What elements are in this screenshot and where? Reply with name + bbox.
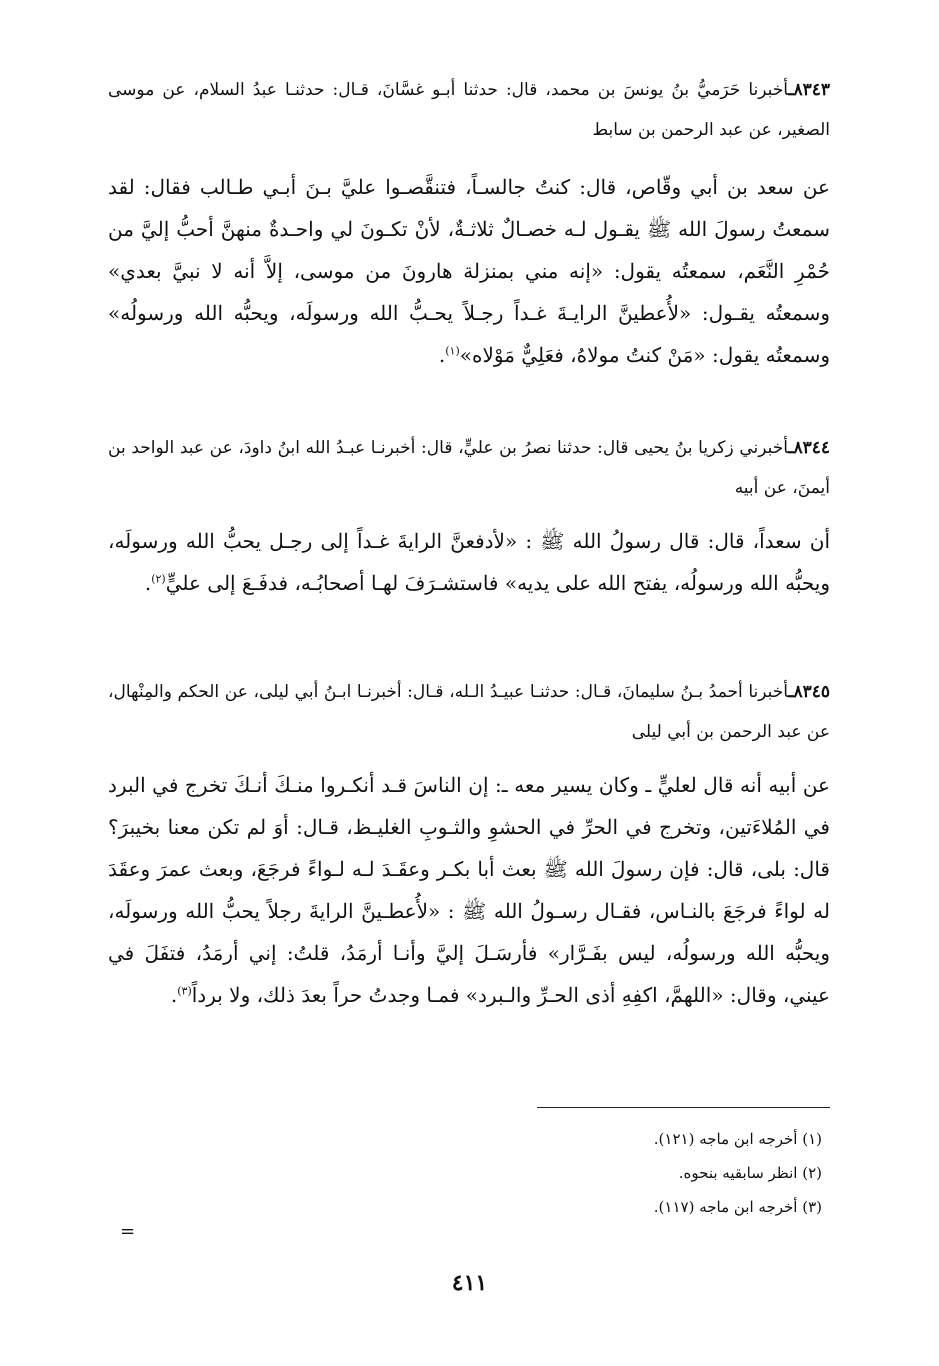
matn-end: . xyxy=(144,571,152,595)
isnad-text: أخبرنا حَرَميُّ بنُ يونسَ بن محمد، قال: حدثنا أبـو غسَّانَ، قـال: حدثنـا عبدُ السلام، عن موسى الصغير، عن عبد الرحمن بن سابط xyxy=(108,80,830,140)
footnote-ref: (٣) xyxy=(177,984,192,998)
matn-text: عن أبيه أنه قال لعليٍّ ـ وكان يسير معه ـ: إن الناسَ قـد أنكـروا منـكَ أنـكَ تخرج في البرد في المُلاءَتين، وتخرج في الحرِّ في الحشوِ والثـوبِ الغليـظ، قـال: أوَ لم تكن معنا بخيبرَ؟ قال: بلى، قال: فإن رسولَ الله ﷺ بعث أبا بكـر وعقَـدَ لـه لـواءً فرجَعَ، وبعث عمرَ وعقَدَ له لواءً فرجَعَ بالنـاس، فقـال رسـولُ الله ﷺ : «لأُعطـينَّ الرايةَ رجلاً يحبُّ الله ورسولَه، ويحبُّه الله ورسولُه، ليس بفَـرَّار» فأرسَـلَ إليَّ وأنـا أرمَدُ، قلتُ: إني أرمَدُ، فتفَلَ في عيني، وقال: «اللهمَّ، اكفِهِ أذى الحـرِّ والـبرد» فمـا وجدتُ حراً بعدَ ذلك، ولا برداً xyxy=(108,773,830,1007)
hadith-number: ٨٣٤٥ـ xyxy=(788,682,830,702)
matn-end: . xyxy=(438,343,446,367)
hadith-number: ٨٣٤٤ـ xyxy=(788,438,830,458)
hadith-8344-isnad xyxy=(108,428,830,508)
isnad-text: أخبرنا أحمدُ بـنُ سليمانَ، قـال: حدثنـا عبيـدُ الـله، قـال: أخبرنـا ابـنُ أبي ليلى، عن الحكم والمِنْهال، عن عبد الرحمن بن أبي ليلى xyxy=(108,682,830,742)
hadith-8345-isnad xyxy=(108,672,830,752)
footnote-3: (٣) أخرجه ابن ماجه (١١٧). xyxy=(653,1198,822,1216)
footnote-divider xyxy=(537,1107,830,1108)
isnad-text: أخبرني زكريا بنُ يحيى قال: حدثنا نصرُ بن عليٍّ، قال: أخبرنـا عبـدُ الله ابنُ داودَ، عن عبد الواحد بن أيمنَ، عن أبيه xyxy=(108,438,830,498)
footnote-ref: (٢) xyxy=(151,572,166,586)
hadith-8343-isnad xyxy=(108,70,830,150)
footnote-1: (١) أخرجه ابن ماجه (١٢١). xyxy=(653,1130,822,1148)
hadith-number: ٨٣٤٣ـ xyxy=(788,80,830,100)
page-number: ٤١١ xyxy=(451,1270,488,1296)
continuation-mark: = xyxy=(120,1221,136,1242)
footnote-2: (٢) انظر سابقيه بنحوه. xyxy=(678,1164,822,1182)
footnotes xyxy=(430,1122,822,1224)
hadith-8344-matn xyxy=(108,520,830,604)
matn-text: أن سعداً، قال: قال رسولُ الله ﷺ : «لأدفعنَّ الرايةَ غـداً إلى رجـل يحبُّ الله ورسولَه، ويحبُّه الله ورسولُه، يفتح الله على يديه» فاستشـرَفَ لهـا أصحابُـه، فدفَـعَ إلى عليٍّ xyxy=(108,529,830,595)
matn-end: . xyxy=(170,983,178,1007)
matn-text: عن سعد بن أبي وقّاص، قال: كنتُ جالسـاً، فتنقَّصـوا عليَّ بـنَ أبـي طـالب فقال: لقد سمعتُ رسولَ الله ﷺ يقـول لـه خصـالٌ ثلاثـةٌ، لأنْ تكـونَ لي واحـدةٌ منهنَّ أحبُّ إليَّ من حُمْرِ النَّعَم، سمعتُه يقول: «إنه مني بمنزلة هارونَ من موسى، إلاَّ أنه لا نبيَّ بعدي» وسمعتُه يقـول: «لأُعطينَّ الرايـةَ غـداً رجـلاً يحـبُّ الله ورسولَه، ويحبُّه الله ورسولُه» وسمعتُه يقول: «مَنْ كنتُ مولاهُ، فعَلِيٌّ مَوْلاه» xyxy=(108,175,830,367)
hadith-8345-matn xyxy=(108,764,830,1016)
hadith-8343-matn xyxy=(108,166,830,376)
footnote-ref: (١) xyxy=(445,344,460,358)
